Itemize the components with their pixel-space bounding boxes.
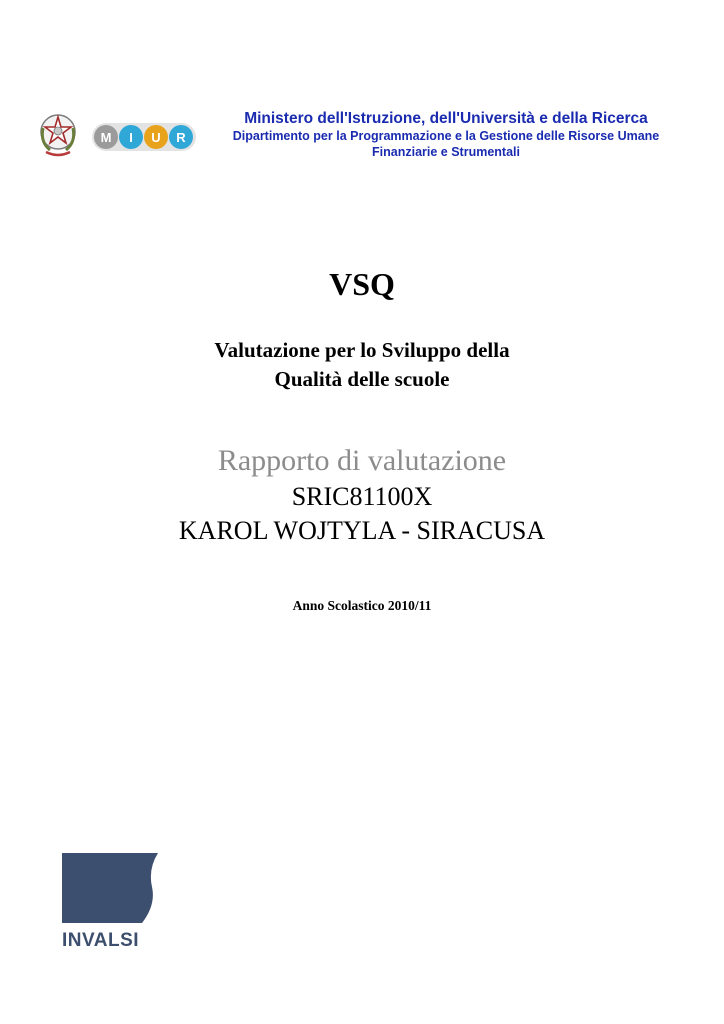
invalsi-logo-text: INVALSI [62, 930, 140, 951]
miur-letter-u: U [151, 130, 161, 145]
report-title: Rapporto di valutazione [217, 444, 507, 477]
department-line-1: Dipartimento per la Programmazione e la Gestione delle Risorse Umane [232, 129, 660, 143]
subtitle-line-2: Qualità delle scuole [274, 367, 450, 391]
ministry-header [196, 110, 696, 160]
school-code: SRIC81100X [291, 482, 433, 511]
italian-republic-emblem-icon [36, 108, 80, 160]
ministry-name: Ministero dell'Istruzione, dell'Università e della Ricerca [244, 110, 648, 127]
department-line-2: Finanziarie e Strumentali [372, 145, 520, 159]
miur-letter-i: I [129, 130, 133, 145]
school-year: Anno Scolastico 2010/11 [292, 598, 432, 613]
miur-letter-m: M [100, 130, 112, 145]
document-acronym: VSQ [329, 266, 395, 302]
school-name: KAROL WOJTYLA - SIRACUSA [178, 516, 546, 545]
miur-letter-r: R [176, 130, 186, 145]
subtitle-line-1: Valutazione per lo Sviluppo della [214, 338, 510, 362]
document-subtitle [0, 336, 724, 394]
miur-logo-icon [92, 121, 196, 153]
